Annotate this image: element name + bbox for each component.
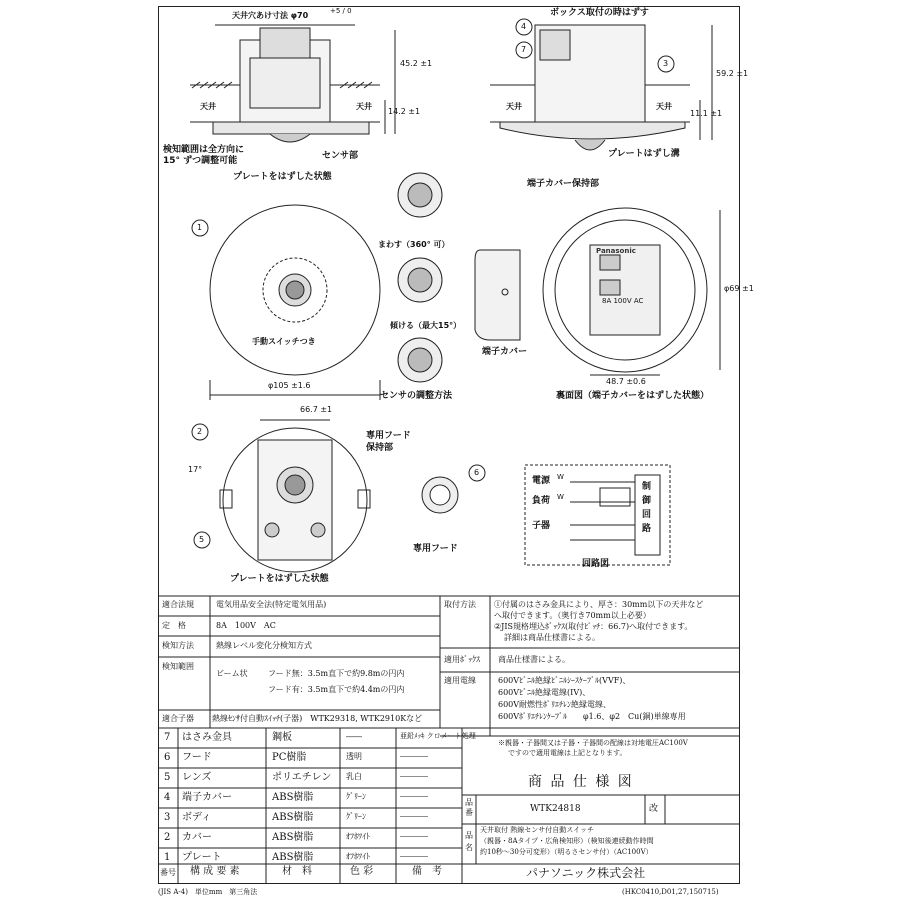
parts-color-cell: 透明 [346,752,362,761]
name-line-1: 天井取付 熱線センサ付自動スイッチ [480,826,594,834]
circuit-power: 電源 [532,476,551,486]
callout-5: 5 [199,535,205,544]
parts-name-cell: 端子カバー [182,792,232,803]
wire-line-3: 600V耐燃性ﾎﾟﾘｴﾁﾚﾝ絶縁電線、 [498,700,612,709]
parts-remark-cell: 亜鉛ﾒｯｷ クロメート処理 [400,732,476,740]
parts-header-name: 構 成 要 素 [190,866,240,877]
front-view [210,205,380,400]
detect-range-note-1: 検知範囲は全方向に [163,145,245,155]
callout-4: 4 [521,22,527,31]
terminal-cover-holder-label: 端子カバー保持部 [527,179,600,189]
parts-name-cell: プレート [182,852,222,863]
circuit-w2: W [557,493,564,501]
plate-removed-bottom-label: プレートをはずした状態 [230,574,329,584]
parts-header-remark: 備 考 [412,866,442,877]
callout-7: 7 [521,45,527,54]
parts-no-cell: 1 [164,852,171,863]
parts-remark-cell: ―――― [400,792,428,800]
manual-switch-label: 手動スイッチつき [252,337,316,346]
circuit-child: 子器 [532,521,551,531]
plate-removed-view [220,420,370,572]
parts-material-cell: ABS樹脂 [272,852,314,863]
spec-r5-label: 適合子器 [162,714,194,723]
parts-no-cell: 7 [164,732,171,743]
name-label: 品名 [465,831,473,852]
note-line-2: ですので適用電線は上記となります。 [508,749,627,757]
parts-header-color: 色 彩 [350,866,374,877]
spec-r4-line2: フード有：3.5m直下で約4.4mの円内 [268,685,405,694]
parts-remark-cell: ―――― [400,772,428,780]
detect-range-note-2: 15° ずつ調整可能 [163,156,238,166]
parts-remark-cell: ―――― [400,752,428,760]
parts-remark-cell: ―――― [400,812,428,820]
callout-6: 6 [474,468,480,477]
parts-color-cell: ―― [346,732,362,741]
parts-header-material: 材 料 [282,866,312,877]
name-line-3: 約10秒～30分可変形）（明るさセンサ付）（AC100V） [480,848,653,856]
sensor-adjust-label: センサの調整方法 [380,391,453,401]
wire-line-4: 600Vﾎﾟﾘｴﾁﾚﾝｹｰﾌﾞﾙ φ1.6、φ2 Cu(銅)単線専用 [498,712,686,721]
spec-r1-label: 適合法規 [162,600,194,609]
parts-color-cell: ｵﾌﾎﾜｲﾄ [346,852,370,861]
hood-holder-label-1: 専用フード [366,431,411,441]
hood-view [422,477,458,513]
hinban-value: WTK24818 [530,804,581,814]
spec-r4-line1: フード無：3.5m直下で約9.8mの円内 [268,669,405,678]
plate-groove-label: プレートはずし溝 [608,149,680,159]
parts-material-cell: ABS樹脂 [272,832,314,843]
circuit-diagram-label: 回路図 [582,559,610,569]
dim-105: φ105 ±1.6 [268,381,311,390]
spec-r1-value: 電気用品安全法(特定電気用品) [216,600,327,609]
parts-color-cell: ｸﾞﾘｰﾝ [346,792,366,801]
back-view [543,208,720,375]
parts-material-cell: ポリエチレン [272,772,332,783]
parts-no-cell: 4 [164,792,171,803]
circuit-w1: W [557,473,564,481]
parts-color-cell: 乳白 [346,772,362,781]
parts-name-cell: はさみ金具 [182,732,232,743]
parts-material-cell: PC樹脂 [272,752,307,763]
spec-r5-value: 熱線ｾﾝｻ付自動ｽｲｯﾁ(子器) WTK29318, WTK2910Kなど [212,714,423,723]
box-remove-label: ボックス取付の時はずす [550,8,649,18]
terminal-cover-side [475,250,520,340]
parts-name-cell: フード [182,752,212,763]
callout-1: 1 [197,223,203,232]
callout-3: 3 [663,59,669,68]
spec-r2-value: 8A 100V AC [216,621,276,630]
mount-line-3: ②JIS規格埋込ﾎﾞｯｸｽ(取付ﾋﾟｯﾁ：66.7)へ取付できます。 [494,622,693,631]
parts-color-cell: ｵﾌﾎﾜｲﾄ [346,832,370,841]
box-label: 適用ﾎﾞｯｸｽ [444,655,480,664]
parts-no-cell: 5 [164,772,171,783]
hood-label: 専用フード [413,544,458,554]
dim-17: 17° [188,465,203,474]
brand-label: Panasonic [596,247,636,255]
company-name: パナソニック株式会社 [526,866,646,880]
name-line-2: （親器・8Aタイプ・広角検知形）（検知後連続動作時間 [480,837,654,845]
wire-label: 適用電線 [444,676,476,685]
dim-66-7: 66.7 ±1 [300,405,333,414]
rating-label: 8A 100V AC [602,297,644,305]
wire-line-2: 600Vﾋﾞﾆﾙ絶縁電線(IV)、 [498,688,591,697]
rotate-label: まわす（360° 可） [378,240,450,249]
parts-no-cell: 6 [164,752,171,763]
ceiling-right-2: 天井 [656,102,672,111]
dim-45-2: 45.2 ±1 [400,59,433,68]
kai-label: 改 [649,804,659,814]
dim-69: φ69 ±1 [724,284,754,293]
dim-48-7: 48.7 ±0.6 [606,377,646,386]
parts-no-cell: 3 [164,812,171,823]
ceiling-hole-tol: +5 / 0 [330,7,352,15]
footer-right: (HKC0410,D01,27,150715) [622,888,719,896]
parts-name-cell: カバー [182,832,212,843]
sensor-part-label: センサ部 [322,151,359,161]
circuit-load: 負荷 [532,496,551,506]
dim-14-2: 14.2 ±1 [388,107,421,116]
wire-line-1: 600Vﾋﾞﾆﾙ絶縁ﾋﾞﾆﾙｼｰｽｹｰﾌﾞﾙ(VVF)、 [498,676,631,685]
back-view-label: 裏面図（端子カバーをはずした状態） [556,391,710,401]
ceiling-right: 天井 [356,102,372,111]
spec-r3-label: 検知方法 [162,641,194,650]
parts-color-cell: ｸﾞﾘｰﾝ [346,812,366,821]
spec-r3-value: 熱線レベル変化分検知方式 [216,641,312,650]
terminal-cover-label: 端子カバー [482,347,528,357]
plate-removed-top-label: プレートをはずした状態 [233,172,332,182]
sensor-adjust-icons [398,173,442,382]
mount-line-2: へ取付できます。（奥行き70mm以上必要） [494,611,651,620]
parts-header-no: 番号 [160,868,176,877]
footer-left: (JIS A-4) 単位mm 第三角法 [158,888,258,896]
tilt-label: 傾ける（最大15°） [390,321,462,330]
spec-r4-value: ビーム状 [216,669,248,678]
title-block-title: 商 品 仕 様 図 [528,774,634,790]
note-line-1: ※親器・子器間又は子器・子器間の配線は対地電圧AC100V [498,739,688,747]
parts-remark-cell: ―――― [400,852,428,860]
dim-59-2: 59.2 ±1 [716,69,749,78]
ceiling-left-2: 天井 [506,102,522,111]
mount-line-1: ①付属のはさみ金具により、厚さ：30mm以下の天井など [494,600,704,609]
parts-name-cell: ボディ [182,812,212,823]
parts-material-cell: 鋼板 [272,732,292,743]
ceiling-hole-label: 天井穴あけ寸法 φ70 [232,11,309,20]
hinban-label: 品番 [465,798,473,817]
parts-material-cell: ABS樹脂 [272,792,314,803]
callout-2: 2 [197,427,203,436]
box-value: 商品仕様書による。 [498,655,570,664]
parts-name-cell: レンズ [182,772,212,783]
mount-label: 取付方法 [444,600,476,609]
spec-r4-label: 検知範囲 [162,662,194,671]
ceiling-left: 天井 [200,102,216,111]
control-circuit-label: 制御回路 [642,482,652,534]
side-view-ceiling [190,25,395,142]
spec-r2-label: 定 格 [162,621,186,630]
parts-no-cell: 2 [164,832,171,843]
mount-line-4: 詳細は商品仕様書による。 [504,633,600,642]
dim-11-1: 11.1 ±1 [690,109,723,118]
parts-remark-cell: ―――― [400,832,428,840]
hood-holder-label-2: 保持部 [366,443,394,453]
parts-material-cell: ABS樹脂 [272,812,314,823]
